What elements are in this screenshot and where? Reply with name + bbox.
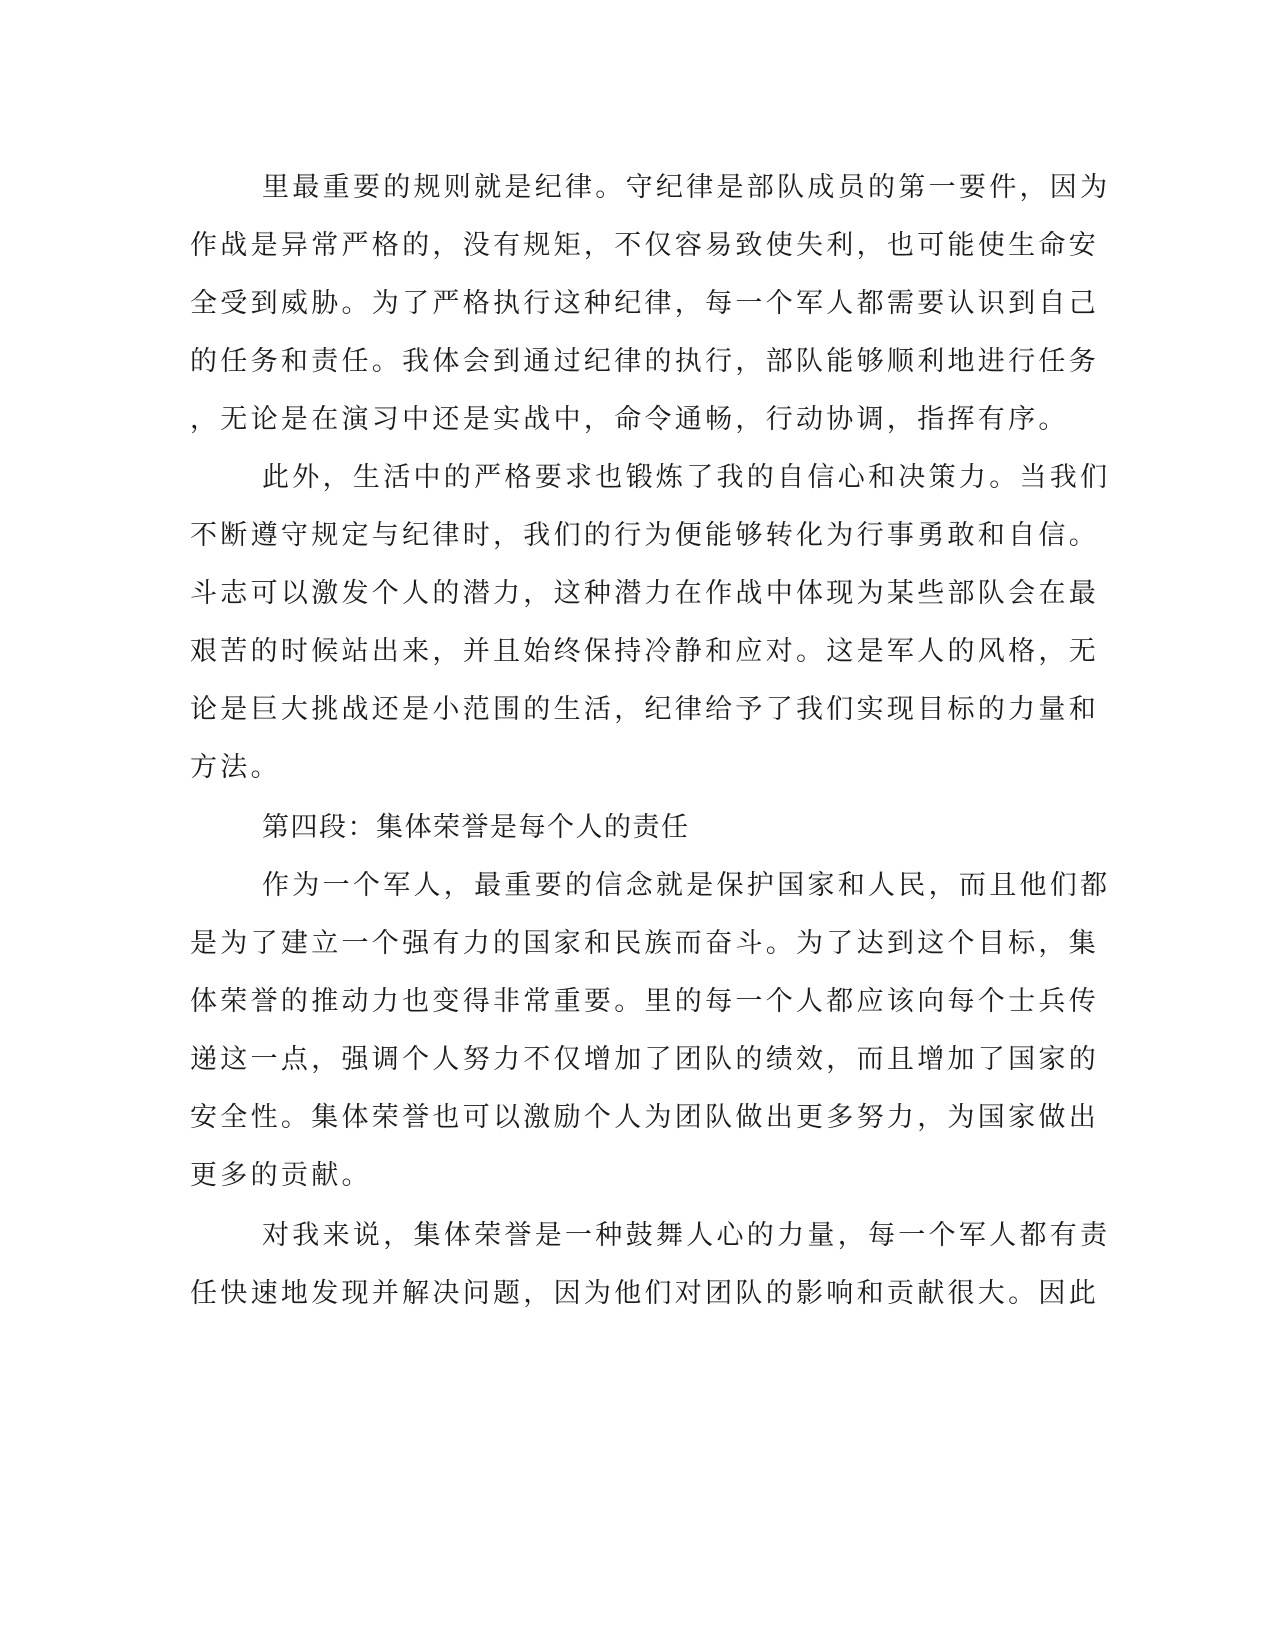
text-line: 斗志可以激发个人的潜力，这种潜力在作战中体现为某些部队会在最 — [190, 578, 1099, 609]
text-line: 对我来说，集体荣誉是一种鼓舞人心的力量，每一个军人都有责 — [262, 1220, 1111, 1251]
text-line: 任快速地发现并解决问题，因为他们对团队的影响和贡献很大。因此 — [190, 1278, 1099, 1309]
text-line: 艰苦的时候站出来，并且始终保持冷静和应对。这是军人的风格，无 — [190, 636, 1099, 667]
text-line: 方法。 — [190, 752, 281, 783]
text-line: ，无论是在演习中还是实战中，命令通畅，行动协调，指挥有序。 — [190, 404, 1069, 435]
text-line: 不断遵守规定与纪律时，我们的行为便能够转化为行事勇敢和自信。 — [190, 520, 1099, 551]
text-line: 里最重要的规则就是纪律。守纪律是部队成员的第一要件，因为 — [262, 172, 1111, 203]
text-line: 论是巨大挑战还是小范围的生活，纪律给予了我们实现目标的力量和 — [190, 694, 1099, 725]
text-line: 作为一个军人，最重要的信念就是保护国家和人民，而且他们都 — [262, 870, 1111, 901]
text-line: 此外，生活中的严格要求也锻炼了我的自信心和决策力。当我们 — [262, 462, 1111, 493]
text-line: 是为了建立一个强有力的国家和民族而奋斗。为了达到这个目标，集 — [190, 928, 1099, 959]
text-line: 体荣誉的推动力也变得非常重要。里的每一个人都应该向每个士兵传 — [190, 986, 1099, 1017]
text-line: 递这一点，强调个人努力不仅增加了团队的绩效，而且增加了国家的 — [190, 1044, 1099, 1075]
text-line: 全受到威胁。为了严格执行这种纪律，每一个军人都需要认识到自己 — [190, 288, 1099, 319]
text-line: 的任务和责任。我体会到通过纪律的执行，部队能够顺利地进行任务 — [190, 346, 1099, 377]
section-heading: 第四段：集体荣誉是每个人的责任 — [262, 812, 690, 843]
text-line: 作战是异常严格的，没有规矩，不仅容易致使失利，也可能使生命安 — [190, 230, 1099, 261]
text-line: 安全性。集体荣誉也可以激励个人为团队做出更多努力，为国家做出 — [190, 1102, 1099, 1133]
text-line: 更多的贡献。 — [190, 1160, 372, 1191]
